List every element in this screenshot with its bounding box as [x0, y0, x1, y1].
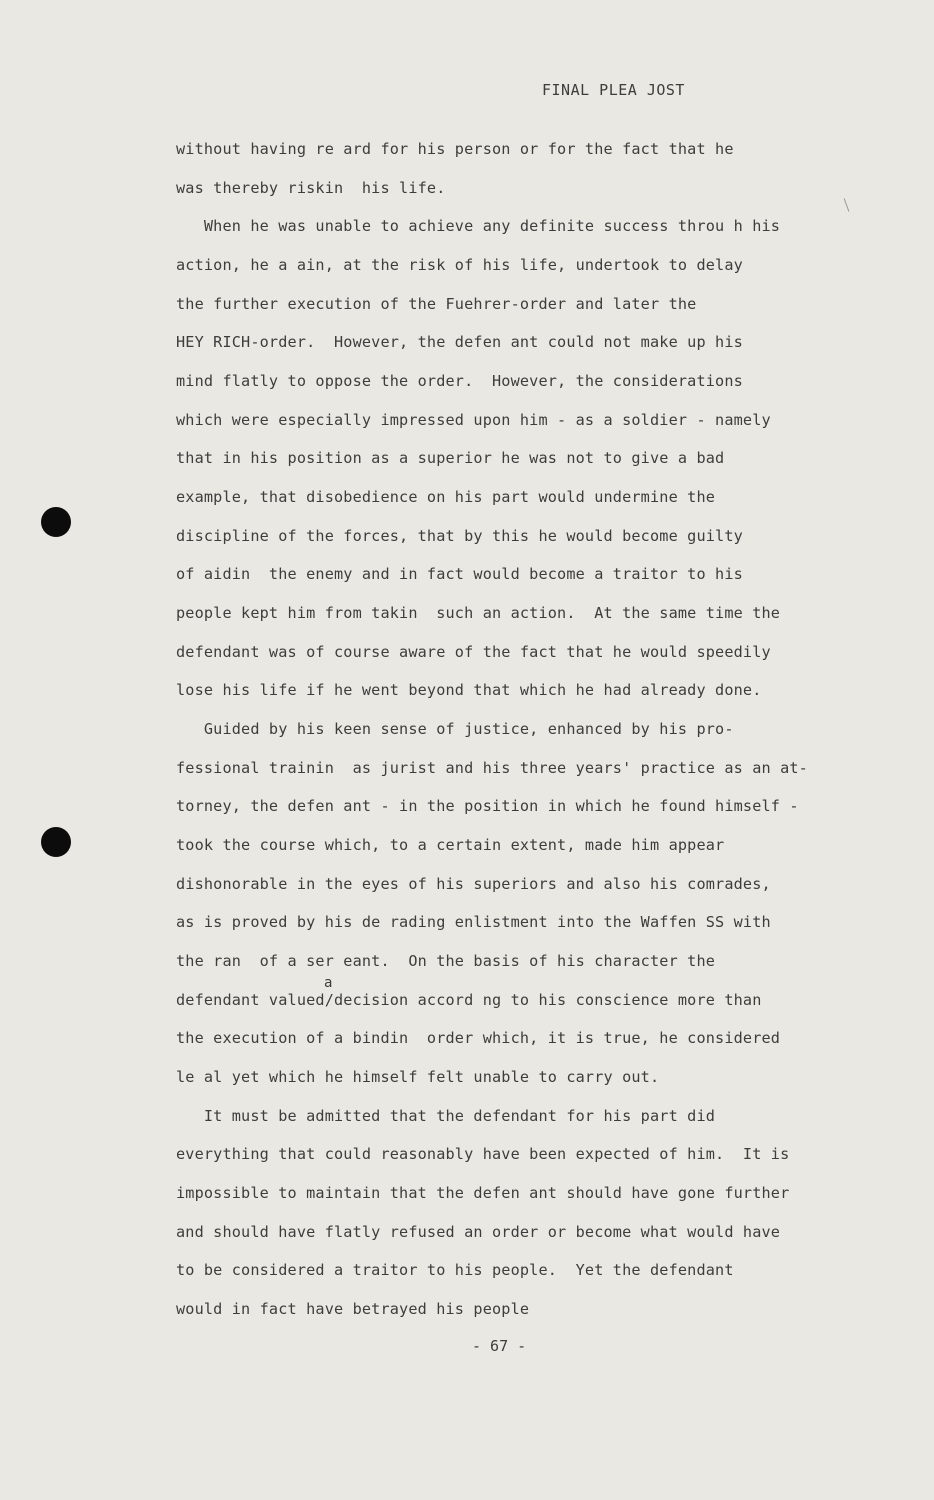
text-line: example, that disobedience on his part would undermine the — [176, 488, 716, 506]
text-line: mind flatly to oppose the order. However, the considerations — [176, 372, 743, 390]
text-line: which were especially impressed upon him - as a soldier - namely — [176, 411, 771, 429]
text-line: would in fact have betrayed his people — [176, 1300, 530, 1318]
text-line: the further execution of the Fuehrer-order and later the — [176, 295, 697, 313]
text-line: without having re ard for his person or for the fact that he — [176, 140, 734, 158]
text-line: lose his life if he went beyond that which he had already done. — [176, 681, 762, 699]
text-line: people kept him from takin such an action. At the same time the — [176, 604, 781, 622]
text-line: Guided by his keen sense of justice, enhanced by his pro- — [176, 720, 734, 738]
text-line: fessional trainin as jurist and his three years' practice as an at- — [176, 759, 808, 777]
text-line: everything that could reasonably have been expected of him. It is — [176, 1145, 790, 1163]
page-header: FINAL PLEA JOST — [542, 81, 685, 99]
stray-pen-mark — [844, 198, 850, 211]
punch-hole — [41, 827, 71, 857]
text-line: When he was unable to achieve any definite success throu h his — [176, 217, 781, 235]
text-line: defendant was of course aware of the fact that he would speedily — [176, 643, 771, 661]
text-line: le al yet which he himself felt unable to carry out. — [176, 1068, 660, 1086]
text-line: the execution of a bindin order which, it is true, he considered — [176, 1029, 781, 1047]
text-line: torney, the defen ant - in the position in which he found himself - — [176, 797, 799, 815]
text-line: to be considered a traitor to his people. Yet the defendant — [176, 1261, 734, 1279]
text-line: discipline of the forces, that by this he would become guilty — [176, 527, 743, 545]
page-number: - 67 - — [472, 1337, 527, 1355]
text-line: as is proved by his de rading enlistment into the Waffen SS with — [176, 913, 771, 931]
text-line: of aidin the enemy and in fact would become a traitor to his — [176, 565, 743, 583]
text-line: impossible to maintain that the defen ant should have gone further — [176, 1184, 790, 1202]
punch-hole — [41, 507, 71, 537]
text-line: It must be admitted that the defendant for his part did — [176, 1107, 716, 1125]
text-line: and should have flatly refused an order or become what would have — [176, 1223, 781, 1241]
text-line: the ran of a ser eant. On the basis of his character the — [176, 952, 716, 970]
text-line: was thereby riskin his life. — [176, 179, 446, 197]
text-line: HEY RICH-order. However, the defen ant could not make up his — [176, 333, 743, 351]
text-line: dishonorable in the eyes of his superiors and also his comrades, — [176, 875, 771, 893]
text-line: action, he a ain, at the risk of his life, undertook to delay — [176, 256, 743, 274]
interlinear-insert: a — [324, 975, 333, 991]
text-line: took the course which, to a certain extent, made him appear — [176, 836, 725, 854]
text-line: that in his position as a superior he was not to give a bad — [176, 449, 725, 467]
text-line: defendant valued/decision accord ng to his conscience more than — [176, 991, 762, 1009]
